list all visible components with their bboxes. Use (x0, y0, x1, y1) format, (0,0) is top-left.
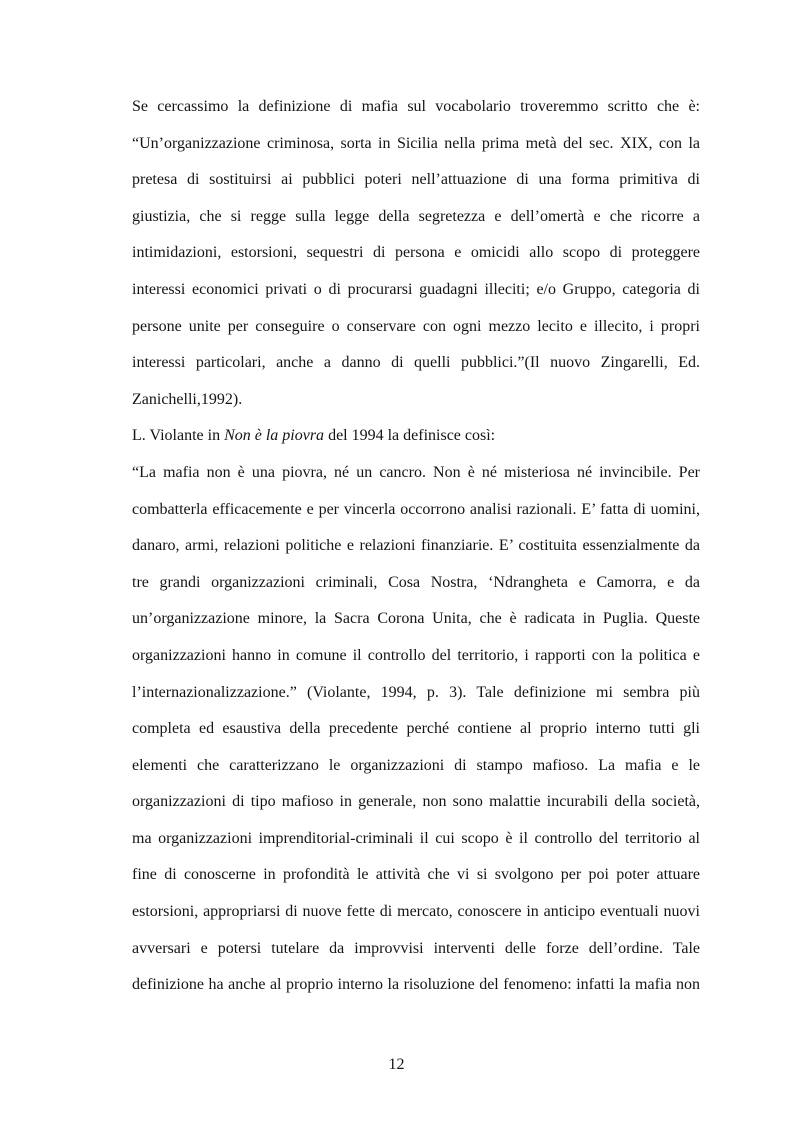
text-line: fine di conoscerne in profondità le attività che vi si svolgono per poi poter attuare (132, 866, 700, 884)
text-line: giustizia, che si regge sulla legge della segretezza e dell’omertà e che ricorre a (132, 207, 700, 225)
paragraph-vocabulary-definition (132, 89, 700, 418)
text-line: intimidazioni, estorsioni, sequestri di persona e omicidi allo scopo di proteggere (132, 244, 700, 262)
text-line (132, 418, 700, 455)
text-line: avversari e potersi tutelare da improvvisi interventi delle forze dell’ordine. Tale (132, 939, 700, 957)
body-text (132, 89, 700, 1004)
paragraph-violante-intro (132, 418, 700, 455)
text-line: completa ed esaustiva della precedente perché contiene al proprio interno tutti gli (132, 720, 700, 738)
text-line: ma organizzazioni imprenditorial-criminali il cui scopo è il controllo del territorio al (132, 829, 700, 847)
text-line: Zanichelli,1992). (132, 390, 243, 408)
text-line: “La mafia non è una piovra, né un cancro. Non è né misteriosa né invincibile. Per (132, 463, 700, 481)
text-line: interessi economici privati o di procurarsi guadagni illeciti; e/o Gruppo, categoria di (132, 280, 700, 298)
text-line: danaro, armi, relazioni politiche e relazioni finanziarie. E’ costituita essenzialmente da (132, 537, 700, 555)
book-title: Non è la piovra (224, 427, 325, 445)
page-number: 12 (388, 1056, 405, 1073)
text-line: pretesa di sostituirsi ai pubblici poteri nell’attuazione di una forma primitiva di (132, 171, 700, 189)
text-line: l’internazionalizzazione.” (Violante, 1994, p. 3). Tale definizione mi sembra più (132, 683, 700, 701)
text-line: persone unite per conseguire o conservare con ogni mezzo lecito e illecito, i propri (132, 317, 700, 335)
text-line: organizzazioni di tipo mafioso in generale, non sono malattie incurabili della società, (132, 793, 700, 811)
text-line: un’organizzazione minore, la Sacra Corona Unita, che è radicata in Puglia. Queste (132, 610, 700, 628)
text-line: elementi che caratterizzano le organizzazioni di stampo mafioso. La mafia e le (132, 756, 700, 774)
text-line: organizzazioni hanno in comune il controllo del territorio, i rapporti con la politica e (132, 646, 700, 664)
text-line: interessi particolari, anche a danno di quelli pubblici.”(Il nuovo Zingarelli, Ed. (132, 354, 700, 372)
text-line: “Un’organizzazione criminosa, sorta in Sicilia nella prima metà del sec. XIX, con la (132, 134, 700, 152)
text-line: definizione ha anche al proprio interno la risoluzione del fenomeno: infatti la mafia non (132, 976, 700, 994)
paragraph-violante-quote (132, 455, 700, 1004)
intro-text: del 1994 la definisce così: (324, 427, 496, 445)
text-line: Se cercassimo la definizione di mafia sul vocabolario troveremmo scritto che è: (132, 98, 700, 115)
text-line: estorsioni, appropriarsi di nuove fette di mercato, conoscere in anticipo eventuali nuovi (132, 903, 700, 921)
intro-text: L. Violante in (132, 427, 225, 445)
text-line: tre grandi organizzazioni criminali, Cosa Nostra, ‘Ndrangheta e Camorra, e da (132, 573, 700, 591)
text-line: combatterla efficacemente e per vincerla occorrono analisi razionali. E’ fatta di uomini, (132, 500, 700, 518)
